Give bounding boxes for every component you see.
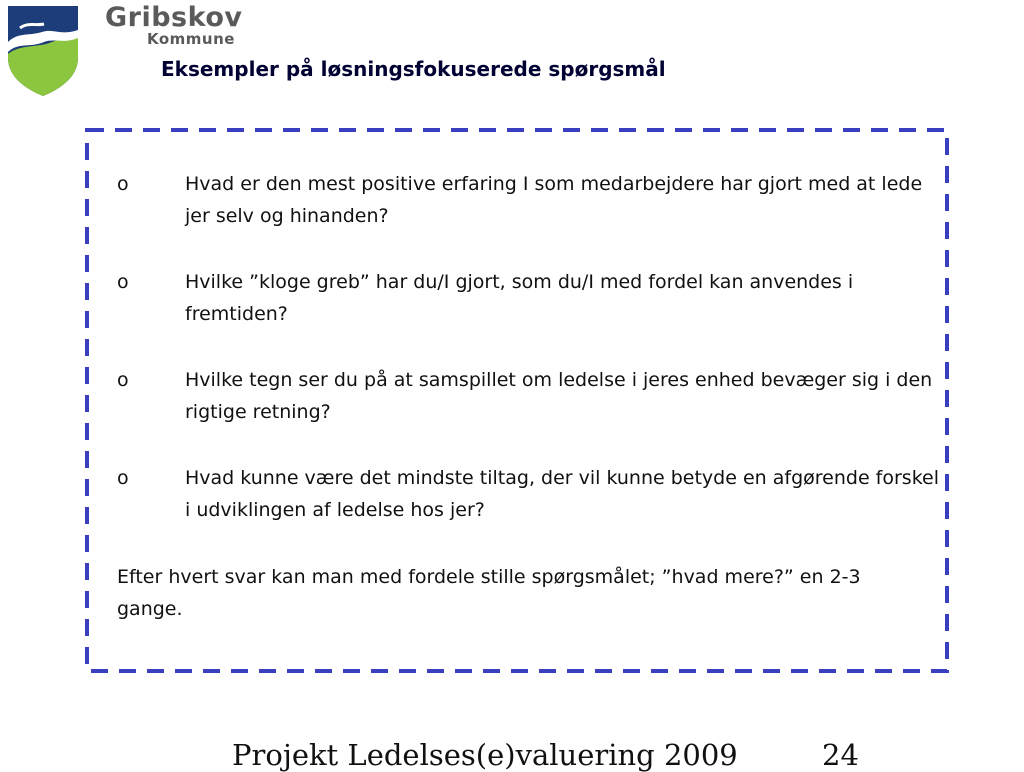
- question-text: Hvad er den mest positive erfaring I som medarbejdere har gjort med at lede jer selv og hinanden?: [185, 173, 923, 227]
- footer-project-title: Projekt Ledelses(e)valuering 2009: [232, 738, 738, 772]
- bullet-marker: o: [117, 467, 129, 489]
- question-text: Hvilke tegn ser du på at samspillet om ledelse i jeres enhed bevæger sig i den rigtige retning?: [185, 369, 933, 423]
- bullet-marker: o: [117, 271, 129, 293]
- page-title: Eksempler på løsningsfokuserede spørgsmål: [161, 57, 666, 81]
- page-number: 24: [822, 738, 859, 772]
- bullet-marker: o: [117, 173, 129, 195]
- bullet-marker: o: [117, 369, 129, 391]
- list-item: [117, 364, 945, 428]
- question-list: [117, 168, 945, 560]
- logo-subtitle: Kommune: [147, 30, 235, 48]
- closing-note: Efter hvert svar kan man med fordele stille spørgsmålet; ”hvad mere?” en 2-3 gange.: [117, 566, 861, 620]
- list-item: [117, 462, 945, 526]
- logo-name: Gribskov: [105, 2, 243, 33]
- list-item: [117, 168, 945, 232]
- question-text: Hvad kunne være det mindste tiltag, der vil kunne betyde en afgørende forskel i udviklingen af ledelse hos jer?: [185, 467, 939, 521]
- list-item: [117, 266, 945, 330]
- municipal-shield-icon: [8, 6, 78, 96]
- question-text: Hvilke ”kloge greb” har du/I gjort, som du/I med fordel kan anvendes i fremtiden?: [185, 271, 854, 325]
